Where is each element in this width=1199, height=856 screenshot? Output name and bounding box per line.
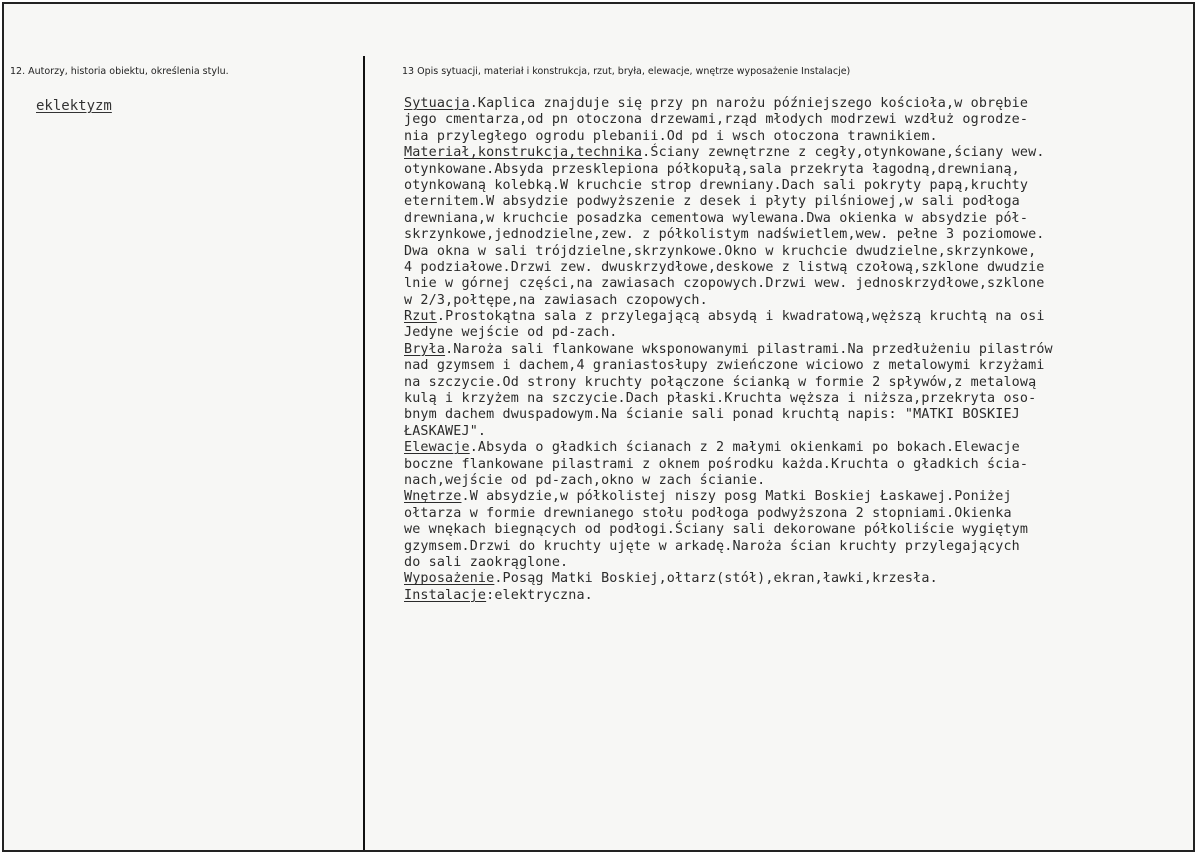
section-heading: Wnętrze (404, 489, 462, 505)
description-text-run: :elektryczna. (486, 587, 593, 603)
description-text-run: skrzynkowe,jednodzielne,zew. z półkolistym nadświetlem,wew. pełne 3 poziomowe. (404, 227, 1045, 243)
document-card (2, 2, 1195, 852)
description-line (404, 260, 1194, 276)
description-text-run: jego cmentarza,od pn otoczona drzewami,rząd młodych modrzewi wzdłuż ogrodze- (404, 112, 1029, 128)
description-line (404, 358, 1194, 374)
description-text-run: .Posąg Matki Boskiej,ołtarz(stół),ekran,ławki,krzesła. (494, 571, 938, 587)
description-text-run: na szczycie.Od strony kruchty połączone ścianką w formie 2 spływów,z metalową (404, 374, 1037, 390)
description-text-run: gzymsem.Drzwi do kruchty ujęte w arkadę.Naroża ścian kruchty przylegających (404, 538, 1020, 554)
section-heading: Rzut (404, 309, 437, 325)
description-line (404, 178, 1194, 194)
description-line (404, 194, 1194, 210)
description-line (404, 391, 1194, 407)
description-line (404, 588, 1194, 604)
description-text-run: Jedyne wejście od pd-zach. (404, 325, 618, 341)
description-line (404, 473, 1194, 489)
description-text-run: 4 podziałowe.Drzwi zew. dwuskrzydłowe,deskowe z listwą czołową,szklone dwudzie (404, 259, 1045, 275)
description-line (404, 96, 1194, 112)
description-line (404, 325, 1194, 341)
description-text-run: we wnękach biegnących od podłogi.Ściany sali dekorowane półkoliście wygiętym (404, 522, 1029, 538)
description-text-run: lnie w górnej części,na zawiasach czopowych.Drzwi wew. jednoskrzydłowe,szklone (404, 276, 1045, 292)
description-line (404, 424, 1194, 440)
description-line (404, 440, 1194, 456)
description-text-run: .Absyda o gładkich ścianach z 2 małymi okienkami po bokach.Elewacje (469, 440, 1020, 456)
description-line (404, 309, 1194, 325)
section-13-header: 13 Opis sytuacji, materiał i konstrukcja, rzut, bryła, elewacje, wnętrze wyposażenie Instalacje) (402, 66, 851, 77)
section-heading: Wyposażenie (404, 571, 495, 587)
style-designation: eklektyzm (36, 98, 112, 114)
description-text-run: otynkowane.Absyda przesklepiona półkopułą,sala przekryta łagodną,drewnianą, (404, 161, 1020, 177)
section-heading: Elewacje (404, 440, 470, 456)
description-line (404, 227, 1194, 243)
description-text-run: .Prostokątna sala z przylegającą absydą i kwadratową,węższą kruchtą na osi (436, 309, 1045, 325)
description-line (404, 489, 1194, 505)
description-line (404, 539, 1194, 555)
description-line (404, 129, 1194, 145)
description-text-run: otynkowaną kolebką.W kruchcie strop drewniany.Dach sali pokryty papą,kruchty (404, 177, 1029, 193)
description-line (404, 375, 1194, 391)
section-heading: Instalacje (404, 587, 487, 603)
description-text-run: nad gzymsem i dachem,4 graniastosłupy zwieńczone wiciowo z metalowymi krzyżami (404, 358, 1045, 374)
description-text-run: .Kaplica znajduje się przy pn narożu późniejszego kościoła,w obrębie (469, 96, 1029, 111)
description-line (404, 342, 1194, 358)
description-text-run: w 2/3,połtępe,na zawiasach czopowych. (404, 292, 708, 308)
description-line (404, 276, 1194, 292)
section-heading: Sytuacja (404, 96, 470, 111)
description-text-run: nach,wejście od pd-zach,okno w zach ścianie. (404, 472, 766, 488)
description-text-run: bnym dachem dwuspadowym.Na ścianie sali ponad kruchtą napis: "MATKI BOSKIEJ (404, 407, 1020, 423)
description-text-run: drewniana,w kruchcie posadzka cementowa wylewana.Dwa okienka w absydzie pół- (404, 210, 1029, 226)
description-line (404, 211, 1194, 227)
description-text-run: eternitem.W absydzie podwyższenie z desek i płyty pilśniowej,w sali podłoga (404, 194, 1020, 210)
description-line (404, 112, 1194, 128)
description-line (404, 506, 1194, 522)
description-line (404, 522, 1194, 538)
column-divider (363, 56, 365, 852)
description-text-run: ołtarza w formie drewnianego stołu podłoga podwyższona 2 stopniami.Okienka (404, 505, 1012, 521)
description-line (404, 571, 1194, 587)
section-heading: Bryła (404, 341, 446, 357)
description-line (404, 293, 1194, 309)
description-text-run: Dwa okna w sali trójdzielne,skrzynkowe.Okno w kruchcie dwudzielne,skrzynkowe, (404, 243, 1037, 259)
description-line (404, 244, 1194, 260)
description-text-run: .W absydzie,w półkolistej niszy posg Matki Boskiej Łaskawej.Poniżej (461, 489, 1012, 505)
description-line (404, 145, 1194, 161)
description-text-run: nia przyległego ogrodu plebanii.Od pd i wsch otoczona trawnikiem. (404, 128, 938, 144)
description-text-run: .Naroża sali flankowane wksponowanymi pilastrami.Na przedłużeniu pilastrów (445, 341, 1053, 357)
section-12-header: 12. Autorzy, historia obiektu, określenia stylu. (10, 66, 229, 77)
description-line (404, 457, 1194, 473)
description-text (404, 96, 1194, 604)
description-text-run: kulą i krzyżem na szczycie.Dach płaski.Kruchta węższa i niższa,przekryta oso- (404, 391, 1037, 407)
description-line (404, 407, 1194, 423)
description-text-run: boczne flankowane pilastrami z oknem pośrodku każda.Kruchta o gładkich ścia- (404, 456, 1029, 472)
description-line (404, 555, 1194, 571)
description-text-run: ŁASKAWEJ". (404, 423, 487, 439)
description-text-run: do sali zaokrąglone. (404, 554, 569, 570)
description-line (404, 162, 1194, 178)
description-text-run: .Ściany zewnętrzne z cegły,otynkowane,ściany wew. (642, 145, 1045, 161)
section-heading: Materiał,konstrukcja,technika (404, 145, 643, 161)
